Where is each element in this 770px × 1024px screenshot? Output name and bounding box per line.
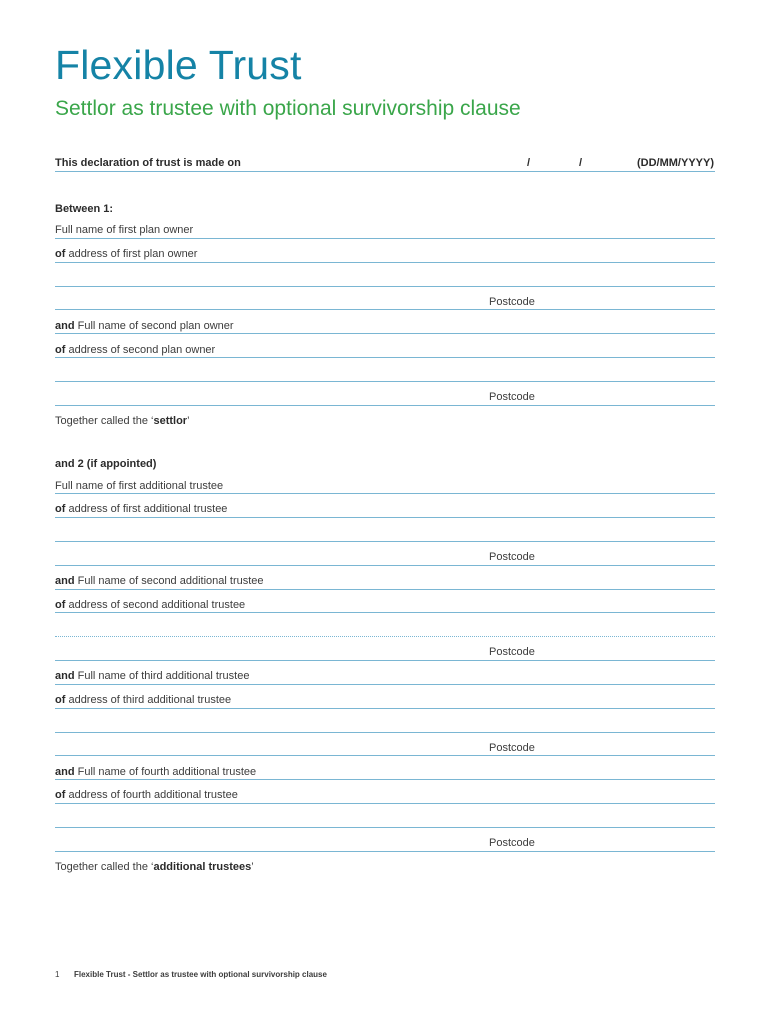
trustee1-address-field-1[interactable] [55, 517, 715, 518]
trustee2-address-field-2[interactable] [55, 636, 715, 637]
trustee1-name-field[interactable] [55, 493, 715, 494]
trustee4-name-field[interactable] [55, 779, 715, 780]
trustee2-address-label: of address of second additional trustee [55, 599, 246, 611]
trustee1-postcode-field[interactable] [55, 565, 715, 566]
document-subtitle: Settlor as trustee with optional survivorship clause [55, 97, 521, 120]
trustee2-address-field-1[interactable] [55, 612, 715, 613]
trustee1-name-label: Full name of first additional trustee [55, 480, 224, 492]
first-owner-postcode-field[interactable] [55, 309, 715, 310]
first-owner-address-label: of address of first plan owner [55, 248, 198, 260]
first-owner-postcode-label: Postcode [489, 296, 535, 308]
trustee3-name-label: and Full name of third additional trustee [55, 670, 250, 682]
second-owner-address-field-1[interactable] [55, 357, 715, 358]
first-owner-name-field[interactable] [55, 238, 715, 239]
trustee3-address-label: of address of third additional trustee [55, 694, 232, 706]
trustee3-postcode-field[interactable] [55, 755, 715, 756]
trustee1-postcode-label: Postcode [489, 551, 535, 563]
trustee1-address-field-2[interactable] [55, 541, 715, 542]
footer-title: Flexible Trust - Settlor as trustee with optional survivorship clause [74, 970, 327, 979]
declaration-date-field[interactable] [55, 171, 715, 172]
trustee2-name-label: and Full name of second additional trustee [55, 575, 264, 587]
first-owner-address-field-2[interactable] [55, 286, 715, 287]
second-owner-address-field-2[interactable] [55, 381, 715, 382]
section2-heading: and 2 (if appointed) [55, 458, 157, 470]
trustee4-address-field-1[interactable] [55, 803, 715, 804]
first-owner-address-field-1[interactable] [55, 262, 715, 263]
second-owner-postcode-label: Postcode [489, 391, 535, 403]
second-owner-name-label: and Full name of second plan owner [55, 320, 234, 332]
trustee3-postcode-label: Postcode [489, 742, 535, 754]
trustee2-name-field[interactable] [55, 589, 715, 590]
date-slash-2: / [579, 157, 583, 169]
declaration-label: This declaration of trust is made on [55, 157, 241, 169]
first-owner-name-label: Full name of first plan owner [55, 224, 194, 236]
trustee4-address-label: of address of fourth additional trustee [55, 789, 238, 801]
trustee4-postcode-field[interactable] [55, 851, 715, 852]
trustee4-name-label: and Full name of fourth additional trustee [55, 766, 257, 778]
second-owner-address-label: of address of second plan owner [55, 344, 216, 356]
date-format-hint: (DD/MM/YYYY) [637, 157, 714, 169]
section1-heading: Between 1: [55, 203, 114, 215]
page-number: 1 [55, 970, 60, 979]
second-owner-postcode-field[interactable] [55, 405, 715, 406]
trustee2-postcode-field[interactable] [55, 660, 715, 661]
trustee4-address-field-2[interactable] [55, 827, 715, 828]
document-title: Flexible Trust [55, 42, 302, 88]
trustee4-postcode-label: Postcode [489, 837, 535, 849]
trustee1-address-label: of address of first additional trustee [55, 503, 228, 515]
trustee2-postcode-label: Postcode [489, 646, 535, 658]
additional-trustees-definition: Together called the ‘additional trustees’ [55, 861, 254, 873]
settlor-definition: Together called the ‘settlor’ [55, 415, 190, 427]
trustee3-address-field-1[interactable] [55, 708, 715, 709]
second-owner-name-field[interactable] [55, 333, 715, 334]
date-slash-1: / [527, 157, 531, 169]
trustee3-name-field[interactable] [55, 684, 715, 685]
trustee3-address-field-2[interactable] [55, 732, 715, 733]
